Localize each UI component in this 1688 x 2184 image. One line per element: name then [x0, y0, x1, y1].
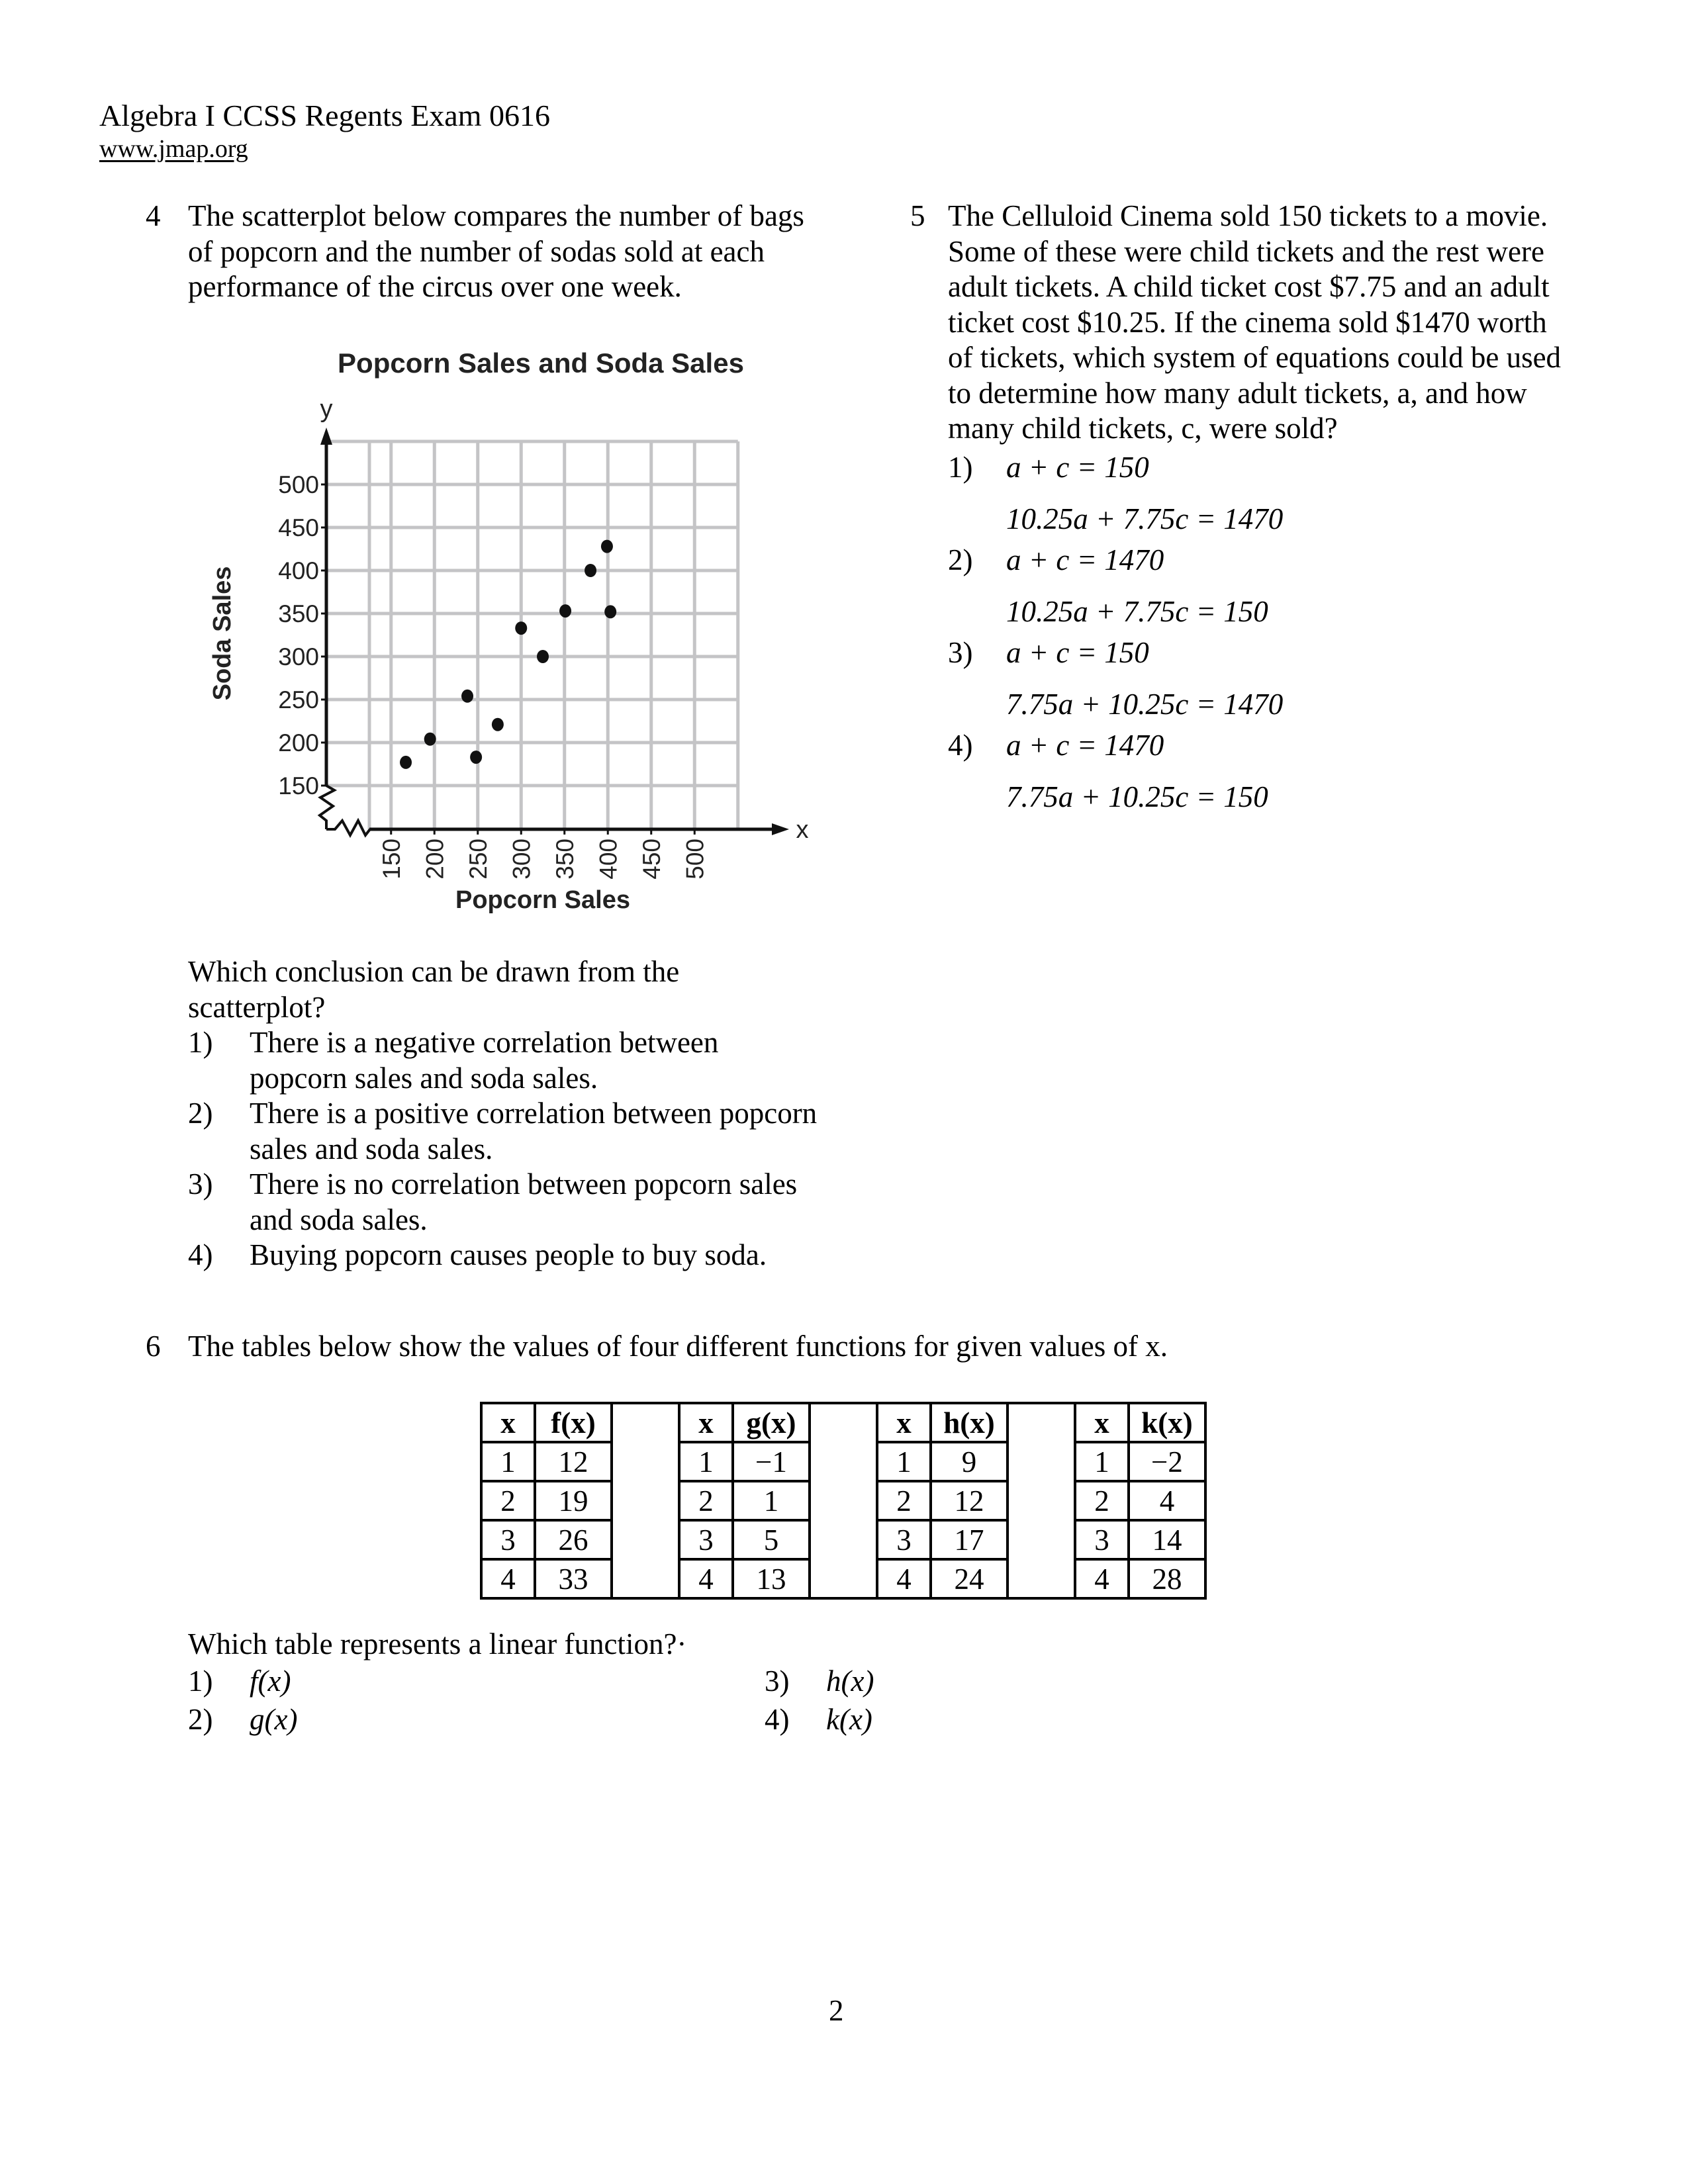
question-prompt: Which table represents a linear function?· [188, 1627, 687, 1661]
svg-text:200: 200 [278, 729, 319, 756]
equation-1: a + c = 1470 [1006, 729, 1164, 762]
svg-text:400: 400 [278, 557, 319, 584]
equation-1: a + c = 1470 [1006, 543, 1164, 576]
table-header: k(x) [1129, 1403, 1205, 1442]
data-point [559, 604, 571, 617]
equation-2: 10.25a + 7.75c = 1470 [1006, 502, 1284, 535]
choice-text: g(x) [250, 1703, 298, 1736]
equation-2: 10.25a + 7.75c = 150 [1006, 595, 1268, 628]
prompt-line: Which conclusion can be drawn from the [188, 955, 680, 988]
stem-line: of tickets, which system of equations could be used [948, 341, 1562, 374]
stem-line: of popcorn and the number of sodas sold at each [188, 234, 765, 268]
svg-text:400: 400 [594, 839, 622, 880]
choice-text: There is a positive correlation between popcorn sales and soda sales. [250, 1097, 818, 1165]
question-stem [188, 199, 804, 305]
question-number: 5 [910, 199, 925, 232]
choice-text: k(x) [826, 1703, 872, 1736]
equation-1: a + c = 150 [1006, 636, 1149, 669]
table-row: 4 33 4 13 4 24 4 28 [481, 1559, 1205, 1598]
choice-number: 2) [188, 1097, 213, 1130]
choice-text: Buying popcorn causes people to buy soda. [250, 1238, 767, 1271]
equation-1: a + c = 150 [1006, 451, 1149, 484]
table-header: g(x) [733, 1403, 810, 1442]
stem-line: to determine how many adult tickets, a, and how [948, 376, 1527, 410]
table-row: 2 19 2 1 2 12 2 4 [481, 1481, 1205, 1520]
table-header: f(x) [535, 1403, 612, 1442]
svg-text:500: 500 [278, 471, 319, 498]
data-point [601, 540, 613, 553]
svg-text:200: 200 [421, 839, 449, 880]
question-number: 4 [146, 199, 161, 232]
choice-number: 4) [948, 729, 973, 762]
site-link[interactable]: www.jmap.org [99, 135, 248, 163]
data-point [492, 718, 504, 731]
question-stem: The tables below show the values of four different functions for given values of x. [188, 1330, 1168, 1363]
data-point [424, 733, 436, 746]
page-number: 2 [829, 1994, 844, 2027]
stem-line: performance of the circus over one week. [188, 270, 682, 303]
choice-number: 2) [188, 1703, 213, 1736]
stem-line: ticket cost $10.25. If the cinema sold $1470 worth [948, 305, 1547, 339]
table-header: x [877, 1403, 931, 1442]
svg-text:300: 300 [278, 643, 319, 670]
table-header: x [1075, 1403, 1129, 1442]
data-point [400, 756, 412, 769]
data-point [537, 650, 549, 663]
choice-number: 3) [188, 1167, 213, 1201]
data-point [585, 564, 596, 577]
question-prompt [188, 954, 679, 1025]
choice-text: There is a negative correlation between popcorn sales and soda sales. [250, 1026, 719, 1095]
equation-2: 7.75a + 10.25c = 150 [1006, 780, 1268, 813]
choice-number: 3) [948, 636, 973, 669]
svg-text:500: 500 [681, 839, 709, 880]
axis-break-icon [320, 786, 334, 829]
question-stem [948, 199, 1561, 447]
y-axis-arrow-icon [320, 428, 332, 445]
choice-number: 1) [188, 1664, 213, 1698]
table-header: x [679, 1403, 733, 1442]
choice-number: 1) [948, 451, 973, 484]
choice-text: h(x) [826, 1664, 874, 1698]
data-point [470, 751, 482, 764]
data-point [604, 605, 616, 618]
svg-text:350: 350 [278, 600, 319, 627]
stem-line: The Celluloid Cinema sold 150 tickets to a movie. [948, 199, 1548, 232]
table-header: x [481, 1403, 535, 1442]
stem-line: many child tickets, c, were sold? [948, 412, 1338, 445]
exam-title: Algebra I CCSS Regents Exam 0616 [99, 99, 550, 132]
stem-line: The scatterplot below compares the number of bags [188, 199, 804, 232]
data-point [515, 621, 527, 635]
prompt-line: scatterplot? [188, 990, 326, 1024]
svg-text:450: 450 [278, 514, 319, 541]
x-axis-arrow-icon [772, 823, 789, 835]
svg-text:450: 450 [637, 839, 665, 880]
equation-2: 7.75a + 10.25c = 1470 [1006, 688, 1284, 721]
chart-axes [320, 428, 789, 835]
svg-text:250: 250 [464, 839, 492, 880]
table-row: 3 26 3 5 3 17 3 14 [481, 1520, 1205, 1559]
choice-number: 4) [765, 1703, 790, 1736]
y-axis-symbol: y [320, 395, 333, 423]
svg-text:250: 250 [278, 686, 319, 713]
choice-number: 2) [948, 543, 973, 576]
choice-text: f(x) [250, 1664, 291, 1698]
chart-points [400, 540, 616, 769]
x-axis-symbol: x [796, 816, 809, 844]
table-row: 1 12 1 −1 1 9 1 −2 [481, 1442, 1205, 1481]
choice-number: 1) [188, 1026, 213, 1059]
data-point [461, 690, 473, 703]
table-header: h(x) [931, 1403, 1008, 1442]
chart-title: Popcorn Sales and Soda Sales [338, 347, 744, 379]
chart-tick-labels [278, 471, 708, 880]
x-axis-label: Popcorn Sales [455, 886, 630, 914]
choice-number: 3) [765, 1664, 790, 1698]
question-number: 6 [146, 1330, 161, 1363]
function-tables [480, 1402, 1207, 1600]
stem-line: Some of these were child tickets and the rest were [948, 234, 1544, 268]
svg-text:150: 150 [377, 839, 405, 880]
svg-text:350: 350 [551, 839, 579, 880]
svg-text:150: 150 [278, 772, 319, 799]
stem-line: adult tickets. A child ticket cost $7.75 and an adult [948, 270, 1550, 303]
y-axis-label: Soda Sales [209, 566, 236, 701]
choice-number: 4) [188, 1238, 213, 1271]
svg-text:300: 300 [508, 839, 536, 880]
axis-break-icon [326, 821, 370, 835]
choice-text: There is no correlation between popcorn sales and soda sales. [250, 1167, 798, 1236]
chart-grid [326, 441, 738, 829]
